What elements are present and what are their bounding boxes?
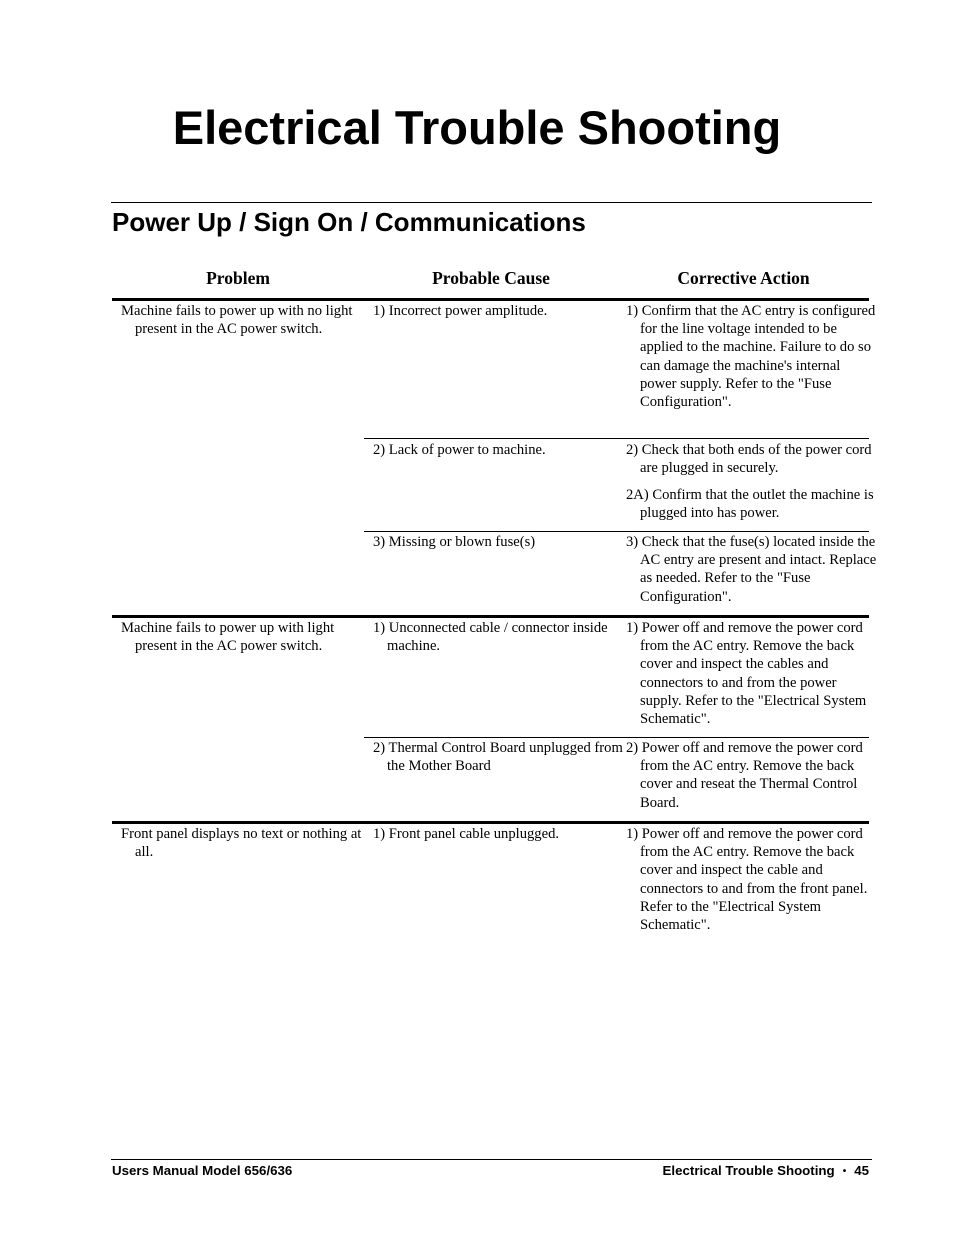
action-cell: 1) Confirm that the AC entry is configured for the line voltage intended to be applied to the machine. Failure to do so can damage the machine's internal power supply. Refer to the "Fuse Configuration". xyxy=(626,303,876,411)
action-cell: 1) Power off and remove the power cord from the AC entry. Remove the back cover and inspect the cable and connectors to and from the front panel. Refer to the "Electrical System Schematic". xyxy=(626,826,868,934)
cause-cell: 2) Lack of power to machine. xyxy=(373,442,546,458)
action-cell: 1) Power off and remove the power cord from the AC entry. Remove the back cover and inspect the cables and connectors to and from the power supply. Refer to the "Electrical System Schematic". xyxy=(626,620,867,728)
footer-page-info xyxy=(663,1163,869,1178)
header-probable-cause: Probable Cause xyxy=(432,268,550,288)
footer-chapter: Electrical Trouble Shooting xyxy=(662,1163,835,1178)
problem-cell: Machine fails to power up with no light present in the AC power switch. xyxy=(121,303,353,338)
cause-cell: 1) Incorrect power amplitude. xyxy=(373,303,548,319)
row-divider xyxy=(364,438,869,439)
bullet-icon: • xyxy=(842,1166,847,1177)
footer-rule xyxy=(111,1159,872,1160)
page-title: Electrical Trouble Shooting xyxy=(172,101,782,154)
problem-cell: Front panel displays no text or nothing at all. xyxy=(121,826,362,861)
section-title: Power Up / Sign On / Communications xyxy=(112,207,586,237)
action-cell: 2) Check that both ends of the power cord are plugged in securely. xyxy=(626,442,872,477)
cause-cell: 3) Missing or blown fuse(s) xyxy=(373,534,536,550)
header-problem: Problem xyxy=(206,268,270,288)
table-header-rule xyxy=(112,298,869,301)
row-divider xyxy=(364,531,869,532)
action-cell: 3) Check that the fuse(s) located inside the AC entry are present and intact. Replace as needed. Refer to the "Fuse Configuration". xyxy=(626,534,877,605)
row-divider xyxy=(364,737,869,738)
group-divider xyxy=(112,615,869,618)
page-number: 45 xyxy=(854,1163,869,1178)
problem-cell: Machine fails to power up with light present in the AC power switch. xyxy=(121,620,335,655)
footer-manual-title: Users Manual Model 656/636 xyxy=(112,1163,293,1178)
cause-cell: 1) Unconnected cable / connector inside machine. xyxy=(373,620,608,655)
cause-cell: 2) Thermal Control Board unplugged from the Mother Board xyxy=(373,740,623,775)
group-divider xyxy=(112,821,869,824)
cause-cell: 1) Front panel cable unplugged. xyxy=(373,826,560,842)
header-corrective-action: Corrective Action xyxy=(677,268,810,288)
action-cell: 2A) Confirm that the outlet the machine is plugged into has power. xyxy=(626,487,874,522)
action-cell: 2) Power off and remove the power cord from the AC entry. Remove the back cover and reseat the Thermal Control Board. xyxy=(626,740,863,811)
